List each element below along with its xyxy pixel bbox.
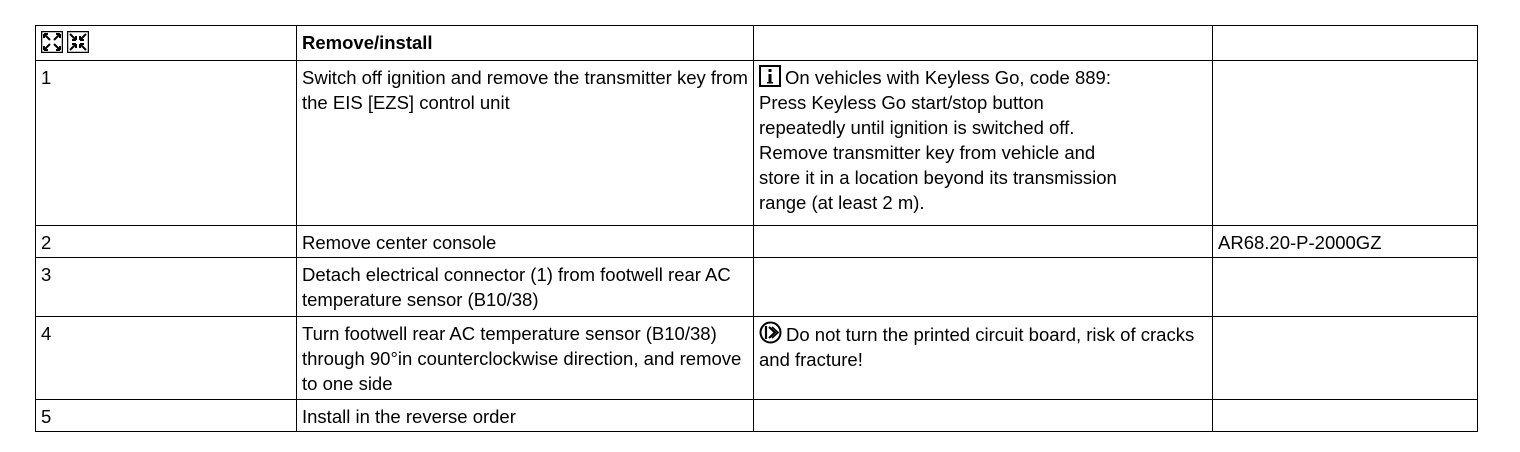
note-line: store it in a location beyond its transmission xyxy=(759,167,1117,188)
table-row xyxy=(36,400,1478,432)
header-icons-cell xyxy=(36,26,297,61)
step-number: 1 xyxy=(36,61,297,226)
step-reference xyxy=(1213,317,1478,400)
step-note xyxy=(754,400,1213,432)
step-note xyxy=(754,317,1213,400)
header-title: Remove/install xyxy=(297,26,754,61)
step-number: 2 xyxy=(36,226,297,258)
caution-icon xyxy=(759,321,782,344)
step-note xyxy=(754,258,1213,317)
table-header-row xyxy=(36,26,1478,61)
remove-icon xyxy=(41,31,63,53)
header-reference-cell xyxy=(1213,26,1478,61)
step-action: Switch off ignition and remove the transmitter key from the EIS [EZS] control unit xyxy=(297,61,754,226)
step-reference[interactable]: AR68.20-P-2000GZ xyxy=(1213,226,1478,258)
step-number: 3 xyxy=(36,258,297,317)
note-line: Remove transmitter key from vehicle and xyxy=(759,142,1096,163)
step-action: Turn footwell rear AC temperature sensor (B10/38) through 90°in counterclockwise direction, and remove to one side xyxy=(297,317,754,400)
table-row xyxy=(36,61,1478,226)
info-icon xyxy=(759,65,781,87)
step-action: Remove center console xyxy=(297,226,754,258)
procedure-table xyxy=(35,25,1478,432)
step-action: Detach electrical connector (1) from footwell rear AC temperature sensor (B10/38) xyxy=(297,258,754,317)
step-number: 4 xyxy=(36,317,297,400)
table-row xyxy=(36,317,1478,400)
note-line: repeatedly until ignition is switched off. xyxy=(759,117,1075,138)
step-reference xyxy=(1213,61,1478,226)
step-action: Install in the reverse order xyxy=(297,400,754,432)
step-reference xyxy=(1213,400,1478,432)
note-line: Press Keyless Go start/stop button xyxy=(759,92,1044,113)
table-row xyxy=(36,226,1478,258)
step-note xyxy=(754,61,1213,226)
note-line: On vehicles with Keyless Go, code 889: xyxy=(785,67,1111,88)
note-text: Do not turn the printed circuit board, risk of cracks and fracture! xyxy=(759,324,1195,370)
note-line: range (at least 2 m). xyxy=(759,192,925,213)
header-note-cell xyxy=(754,26,1213,61)
install-icon xyxy=(67,31,89,53)
step-number: 5 xyxy=(36,400,297,432)
table-row xyxy=(36,258,1478,317)
step-reference xyxy=(1213,258,1478,317)
step-note xyxy=(754,226,1213,258)
